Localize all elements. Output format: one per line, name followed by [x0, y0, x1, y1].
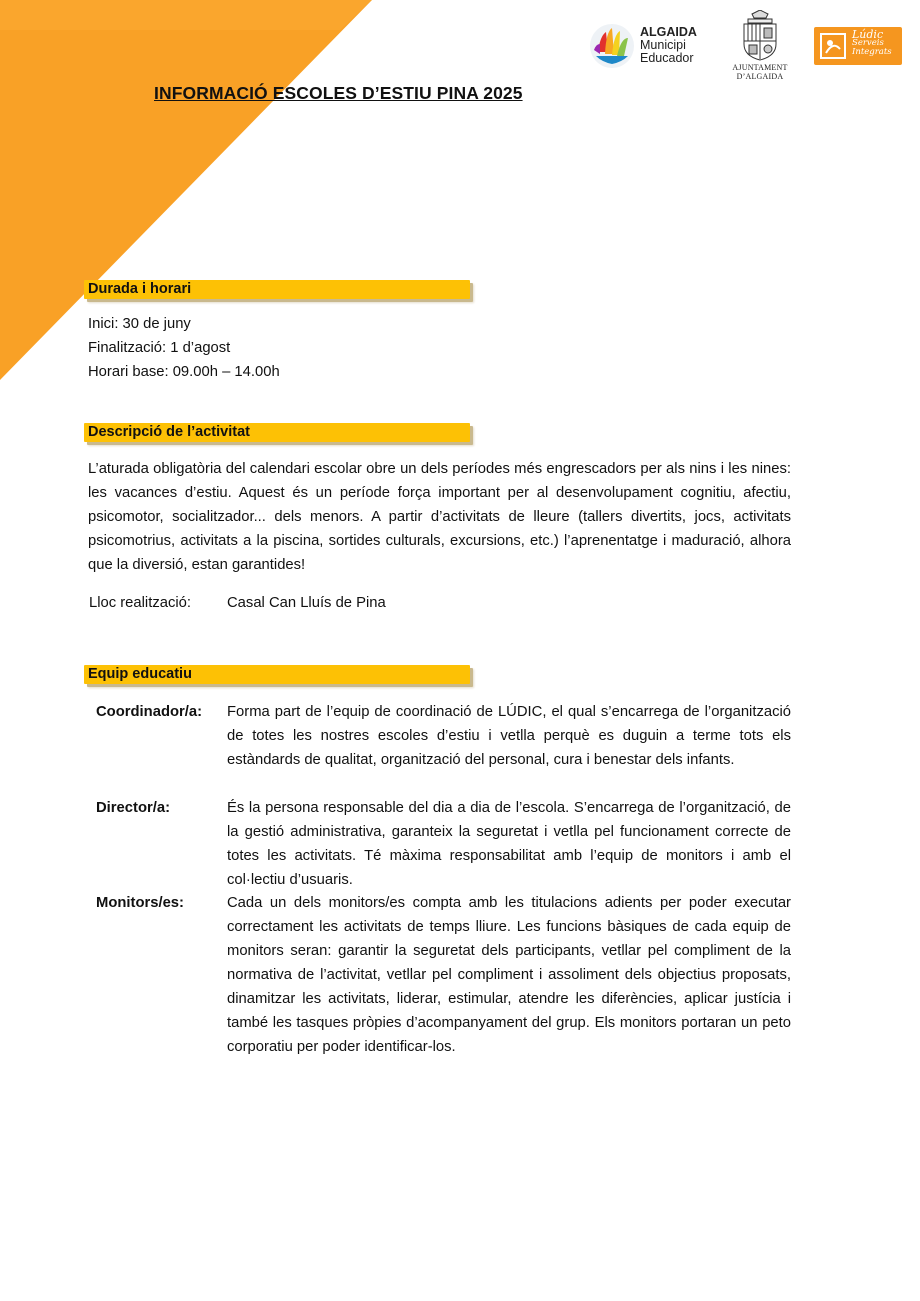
algaida-logo	[588, 22, 708, 74]
coat-of-arms-icon	[710, 10, 810, 62]
role-desc-director: És la persona responsable del dia a dia de l’escola. S’encarrega de l’organització, de la gestió administrativa, garanteix la seguretat i vetlla pel funcionament correcte de totes les activitats. Té màxima responsabilitat amb l’equip de monitors i amb el col·lectiu d’usuaris.	[227, 800, 791, 888]
role-label-coordinador: Coordinador/a:	[96, 704, 203, 720]
ludic-line2: Serveis	[852, 38, 884, 48]
role-desc-monitors: Cada un dels monitors/es compta amb les titulacions adients per poder executar correctament les activitats de temps lliure. Les funcions bàsiques de cada equip de monitors seran: garantir la seguretat dels participants, vetllar pel compliment de la normativa de l’activitat, vetllar pel compliment i assoliment dels objectius proposats, dinamitzar les activitats, liderar, estimular, atendre les diferències, aplicar justícia i també les tasques pròpies d’acompanyament del grup. Els monitors portaran un peto corporatiu per poder identificar-los.	[227, 895, 791, 1055]
lloc-value: Casal Can Lluís de Pina	[227, 595, 386, 611]
ajuntament-caption: AJUNTAMENT D’ALGAIDA	[732, 63, 788, 81]
ajuntament-logo	[710, 10, 810, 81]
descripcio-paragraph: L’aturada obligatòria del calendari escolar obre un dels períodes més engrescadors per als nins i les nines: les vacances d’estiu. Aquest és un període força important per al desenvolupament cognitiu, afectiu, psicomotor, socialitzador... dels menors. A partir d’activitats de lleure (tallers divertits, jocs, activitats psicomotrius, activitats a la piscina, sortides culturals, excursions, etc.) l’aprenentatge i maduració, alhora que la diversió, estan garantides!	[88, 461, 791, 573]
algaida-line1: ALGAIDA	[640, 25, 697, 39]
ludic-logo	[814, 27, 902, 65]
algaida-line2: Municipi	[640, 38, 686, 52]
role-label-monitors: Monitors/es:	[96, 895, 184, 911]
section-heading-descripcio: Descripció de l’activitat	[84, 423, 470, 442]
document-title: INFORMACIÓ ESCOLES D’ESTIU PINA 2025	[154, 83, 523, 103]
ludic-mark-icon	[820, 33, 846, 59]
algaida-line3: Educador	[640, 51, 694, 65]
section-heading-equip: Equip educatiu	[84, 665, 470, 684]
durada-line-inici: Inici: 30 de juny	[88, 316, 191, 332]
durada-line-horari: Horari base: 09.00h – 14.00h	[88, 364, 280, 380]
algaida-hands-icon	[588, 22, 636, 70]
ludic-line3: Integrats	[852, 47, 892, 57]
section-heading-durada: Durada i horari	[84, 280, 470, 299]
lloc-label: Lloc realització:	[89, 595, 191, 611]
role-desc-coordinador: Forma part de l’equip de coordinació de LÚDIC, el qual s’encarrega de l’organització de totes les nostres escoles d’estiu i vetlla perquè es duguin a terme tots els estàndards de qualitat, organització del personal, cura i benestar dels infants.	[227, 704, 791, 768]
role-label-director: Director/a:	[96, 800, 171, 816]
durada-line-finalitzacio: Finalització: 1 d’agost	[88, 340, 231, 356]
ludic-line1: Lúdic	[852, 28, 884, 41]
